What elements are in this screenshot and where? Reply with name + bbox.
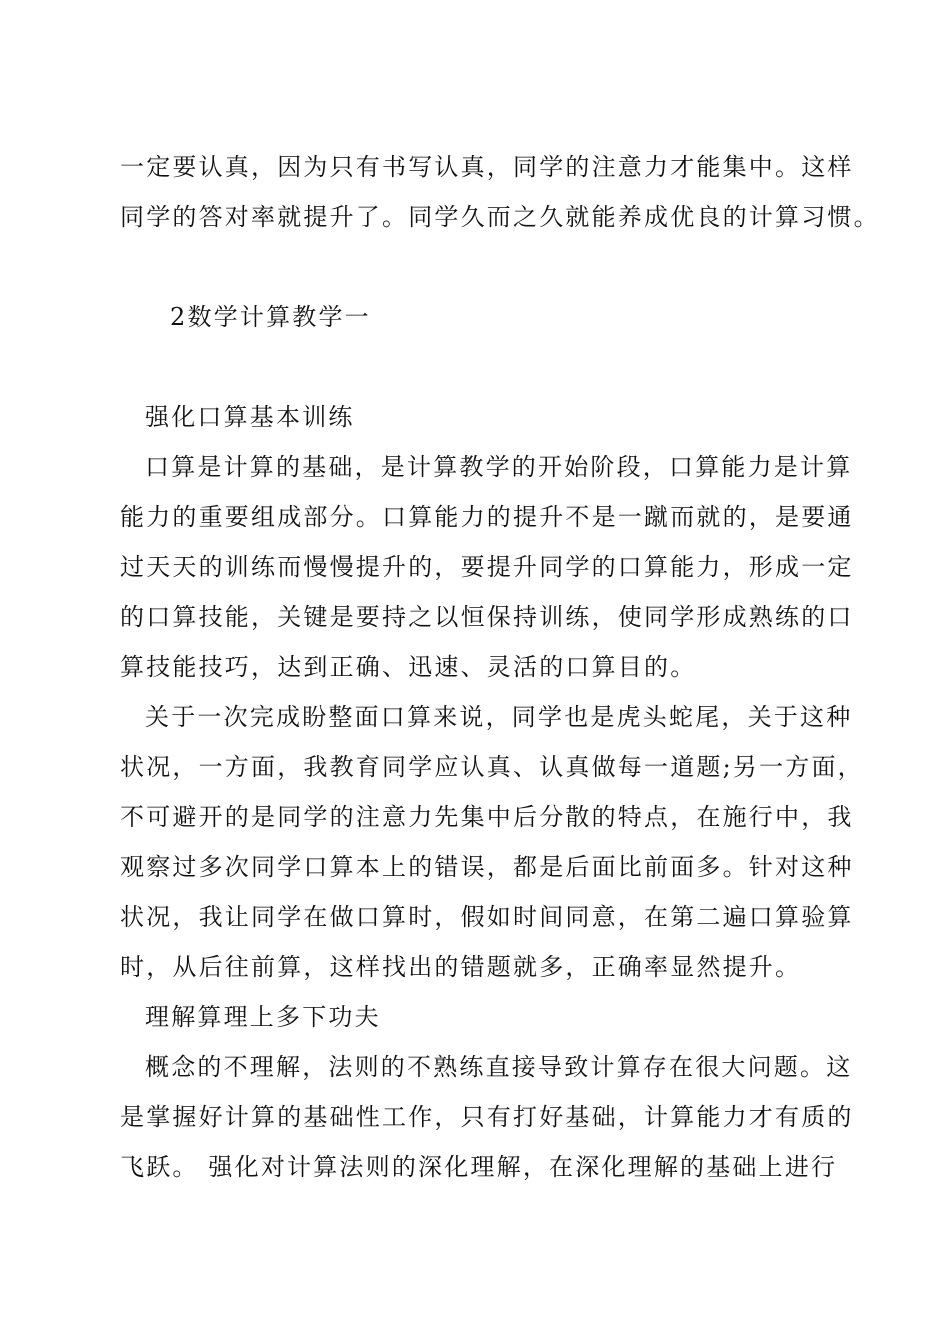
paragraph-4-line-3: 飞跃。 强化对计算法则的深化理解，在深化理解的基础上进行	[120, 1153, 838, 1181]
paragraph-1-line-2: 同学的答对率就提升了。同学久而之久就能养成优良的计算习惯。	[120, 203, 880, 231]
paragraph-3-line-3: 不可避开的是同学的注意力先集中后分散的特点，在施行中，我	[120, 803, 854, 831]
paragraph-2-line-2: 能力的重要组成部分。口算能力的提升不是一蹴而就的，是要通	[120, 503, 854, 531]
paragraph-3-line-1: 关于一次完成盼整面口算来说，同学也是虎头蛇尾，关于这种	[145, 703, 853, 731]
paragraph-2-line-1: 口算是计算的基础，是计算教学的开始阶段，口算能力是计算	[145, 453, 853, 481]
paragraph-2-line-3: 过天天的训练而慢慢提升的，要提升同学的口算能力，形成一定	[120, 553, 854, 581]
paragraph-3-line-5: 状况，我让同学在做口算时，假如时间同意，在第二遍口算验算	[120, 903, 854, 931]
paragraph-3-line-2: 状况，一方面，我教育同学应认真、认真做每一道题;另一方面，	[120, 753, 864, 781]
paragraph-3-line-4: 观察过多次同学口算本上的错误，都是后面比前面多。针对这种	[120, 853, 854, 881]
paragraph-2-line-5: 算技能技巧，达到正确、迅速、灵活的口算目的。	[120, 653, 697, 681]
subheading-understanding-principles: 理解算理上多下功夫	[145, 1003, 381, 1031]
paragraph-4-line-1: 概念的不理解，法则的不熟练直接导致计算存在很大问题。这	[145, 1053, 853, 1081]
paragraph-4-line-2: 是掌握好计算的基础性工作，只有打好基础，计算能力才有质的	[120, 1103, 854, 1131]
subheading-oral-arithmetic: 强化口算基本训练	[145, 403, 355, 431]
paragraph-1-line-1: 一定要认真，因为只有书写认真，同学的注意力才能集中。这样	[120, 153, 854, 181]
section-heading: 2数学计算教学一	[170, 303, 371, 331]
paragraph-3-line-6: 时，从后往前算，这样找出的错题就多，正确率显然提升。	[120, 953, 802, 981]
paragraph-2-line-4: 的口算技能，关键是要持之以恒保持训练，使同学形成熟练的口	[120, 603, 854, 631]
